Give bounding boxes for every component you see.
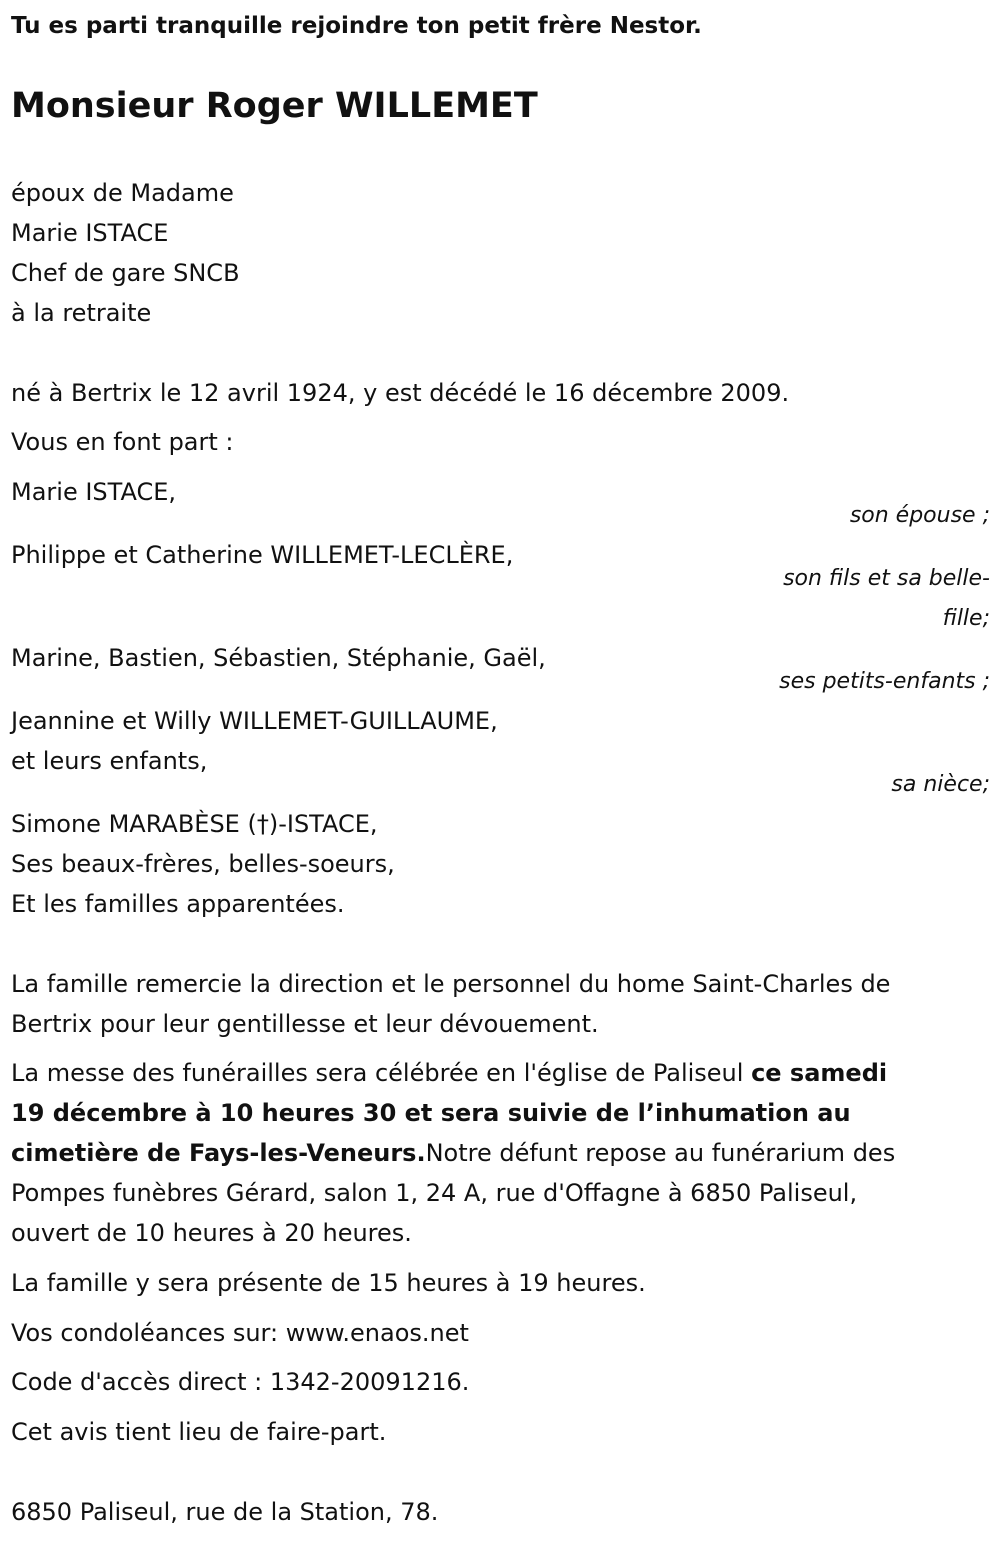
epigraph: Tu es parti tranquille rejoindre ton petit frère Nestor. <box>11 13 702 39</box>
access-code: Code d'accès direct : 1342-20091216. <box>11 1368 470 1396</box>
description-line: Marie ISTACE <box>11 219 169 247</box>
presence-hours: La famille y sera présente de 15 heures à 19 heures. <box>11 1269 646 1297</box>
family-relation: ses petits-enfants ; <box>779 669 990 694</box>
funeral-line: ouvert de 10 heures à 20 heures. <box>11 1219 412 1247</box>
family-names: Simone MARABÈSE (†)-ISTACE, <box>11 810 378 838</box>
funeral-cemetery: cimetière de Fays-les-Veneurs. <box>11 1139 426 1167</box>
thanks-line: Bertrix pour leur gentillesse et leur dévouement. <box>11 1010 599 1038</box>
deceased-name: Monsieur Roger WILLEMET <box>11 86 538 126</box>
thanks-line: La famille remercie la direction et le personnel du home Saint-Charles de <box>11 970 891 998</box>
condolences-link: Vos condoléances sur: www.enaos.net <box>11 1319 469 1347</box>
family-names: Marie ISTACE, <box>11 478 176 506</box>
funeral-details: 19 décembre à 10 heures 30 et sera suivie de l’inhumation au <box>11 1099 851 1127</box>
funeral-line <box>11 1057 887 1089</box>
description-line: Chef de gare SNCB <box>11 259 240 287</box>
family-names: et leurs enfants, <box>11 747 208 775</box>
birth-death: né à Bertrix le 12 avril 1924, y est décédé le 16 décembre 2009. <box>11 379 790 407</box>
notice-text: Cet avis tient lieu de faire-part. <box>11 1418 387 1446</box>
funeral-text: La messe des funérailles sera célébrée en l'église de Paliseul <box>11 1059 752 1087</box>
announce-intro: Vous en font part : <box>11 428 234 456</box>
description-line: époux de Madame <box>11 179 234 207</box>
family-names: Marine, Bastien, Sébastien, Stéphanie, Gaël, <box>11 644 546 672</box>
family-names: Jeannine et Willy WILLEMET-GUILLAUME, <box>11 707 498 735</box>
description-line: à la retraite <box>11 299 152 327</box>
family-names: Ses beaux-frères, belles-soeurs, <box>11 850 395 878</box>
funeral-text: Notre défunt repose au funérarium des <box>425 1139 896 1167</box>
funeral-date: ce samedi <box>751 1059 888 1087</box>
family-relation: sa nièce; <box>891 772 990 797</box>
funeral-line <box>11 1137 895 1169</box>
family-relation: fille; <box>942 606 990 631</box>
family-names: Et les familles apparentées. <box>11 890 345 918</box>
family-relation: son épouse ; <box>849 503 990 528</box>
address: 6850 Paliseul, rue de la Station, 78. <box>11 1498 439 1526</box>
funeral-line: Pompes funèbres Gérard, salon 1, 24 A, rue d'Offagne à 6850 Paliseul, <box>11 1179 858 1207</box>
family-names: Philippe et Catherine WILLEMET-LECLÈRE, <box>11 541 514 569</box>
family-relation: son fils et sa belle- <box>783 566 990 591</box>
